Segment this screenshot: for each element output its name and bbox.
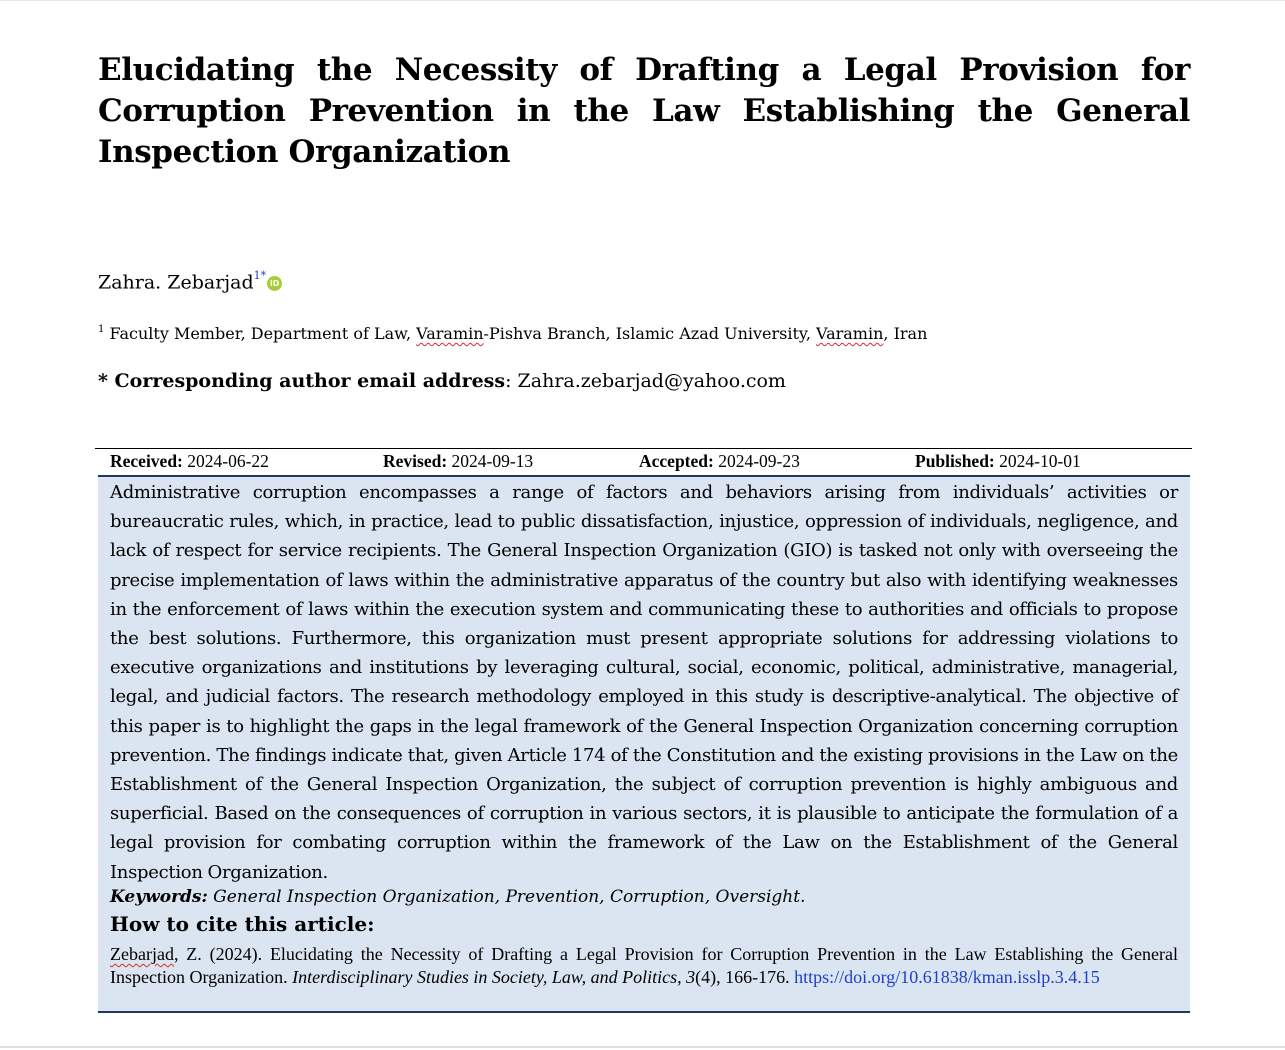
abstract-text: Administrative corruption encompasses a range of factors and behaviors arising from individuals’ activities or bureaucratic rules, which, in practice, lead to public dissatisfaction, injustice, oppression of individuals, negligence, and lack of respect for service recipients. The General Inspection Organization (GIO) is tasked not only with overseeing the precise implementation of laws within the administrative apparatus of the country but also with identifying weaknesses in the enforcement of laws within the execution system and communicating these to authorities and officials to propose the best solutions. Furthermore, this organization must present appropriate solutions for addressing violations to executive organizations and institutions by leveraging cultural, social, economic, political, administrative, managerial, legal, and judicial factors. The research methodology employed in this study is descriptive-analytical. The objective of this paper is to highlight the gaps in the legal framework of the General Inspection Organization concerning corruption prevention. The findings indicate that, given Article 174 of the Constitution and the existing provisions in the Law on the Establishment of the General Inspection Organization, the subject of corruption prevention is highly ambiguous and superficial. Based on the consequences of corruption in various sectors, it is plausible to anticipate the formulation of a legal provision for combating corruption within the framework of the Law on the Establishment of the General Inspection Organization. — [110, 482, 1178, 883]
received-value: 2024-06-22 — [187, 451, 269, 471]
paper-title: Elucidating the Necessity of Drafting a Legal Provision for Corruption Prevention in the Law Establishing the General Inspection Organization — [98, 52, 1190, 170]
author-marker: 1* — [253, 269, 267, 282]
dates-row — [98, 451, 1190, 475]
accepted-value: 2024-09-23 — [718, 451, 800, 471]
author-line — [98, 271, 282, 293]
doi-link[interactable]: https://doi.org/10.61838/kman.isslp.3.4.15 — [794, 967, 1100, 987]
citation-body: , Z. (2024). Elucidating the Necessity of Drafting a Legal Provision for Corruption Prevention in the Law Establishing the General Inspection Organization. — [110, 944, 1178, 987]
citation-issue: (4), 166-176. — [695, 967, 790, 987]
corresponding-colon: : — [505, 370, 518, 392]
received-label: Received: — [110, 451, 183, 471]
affiliation-text-3: , Iran — [883, 324, 928, 343]
keywords-label: Keywords: — [110, 887, 208, 907]
received-date — [110, 451, 269, 472]
revised-label: Revised: — [383, 451, 448, 471]
corresponding-author — [98, 370, 786, 392]
affiliation-city-1: Varamin — [416, 324, 484, 343]
page-bottom-edge — [0, 1046, 1285, 1048]
revised-date — [383, 451, 533, 472]
citation-heading: How to cite this article: — [110, 912, 375, 936]
revised-value: 2024-09-13 — [451, 451, 534, 471]
citation-journal: Interdisciplinary Studies in Society, Law, and Politics, 3 — [292, 967, 696, 987]
corresponding-label: * Corresponding author email address — [98, 370, 506, 392]
citation-text — [110, 943, 1178, 989]
keywords — [110, 887, 1178, 907]
affiliation-number: 1 — [98, 323, 105, 335]
corresponding-email[interactable]: Zahra.zebarjad@yahoo.com — [517, 370, 786, 392]
published-date — [915, 451, 1081, 472]
author-name: Zahra. Zebarjad — [98, 271, 254, 294]
affiliation-text-1: Faculty Member, Department of Law, — [104, 324, 417, 343]
affiliation-text-2: -Pishva Branch, Islamic Azad University, — [483, 324, 816, 343]
citation-author: Zebarjad — [110, 944, 174, 964]
published-label: Published: — [915, 451, 995, 471]
keywords-text: General Inspection Organization, Prevention, Corruption, Oversight. — [207, 887, 806, 907]
affiliation-city-2: Varamin — [815, 324, 884, 343]
affiliation — [98, 324, 927, 343]
page-top-edge — [0, 0, 1285, 1]
accepted-date — [639, 451, 800, 472]
accepted-label: Accepted: — [639, 451, 714, 471]
orcid-icon[interactable]: iD — [267, 276, 282, 291]
published-value: 2024-10-01 — [999, 451, 1081, 471]
dates-divider — [95, 448, 1192, 449]
